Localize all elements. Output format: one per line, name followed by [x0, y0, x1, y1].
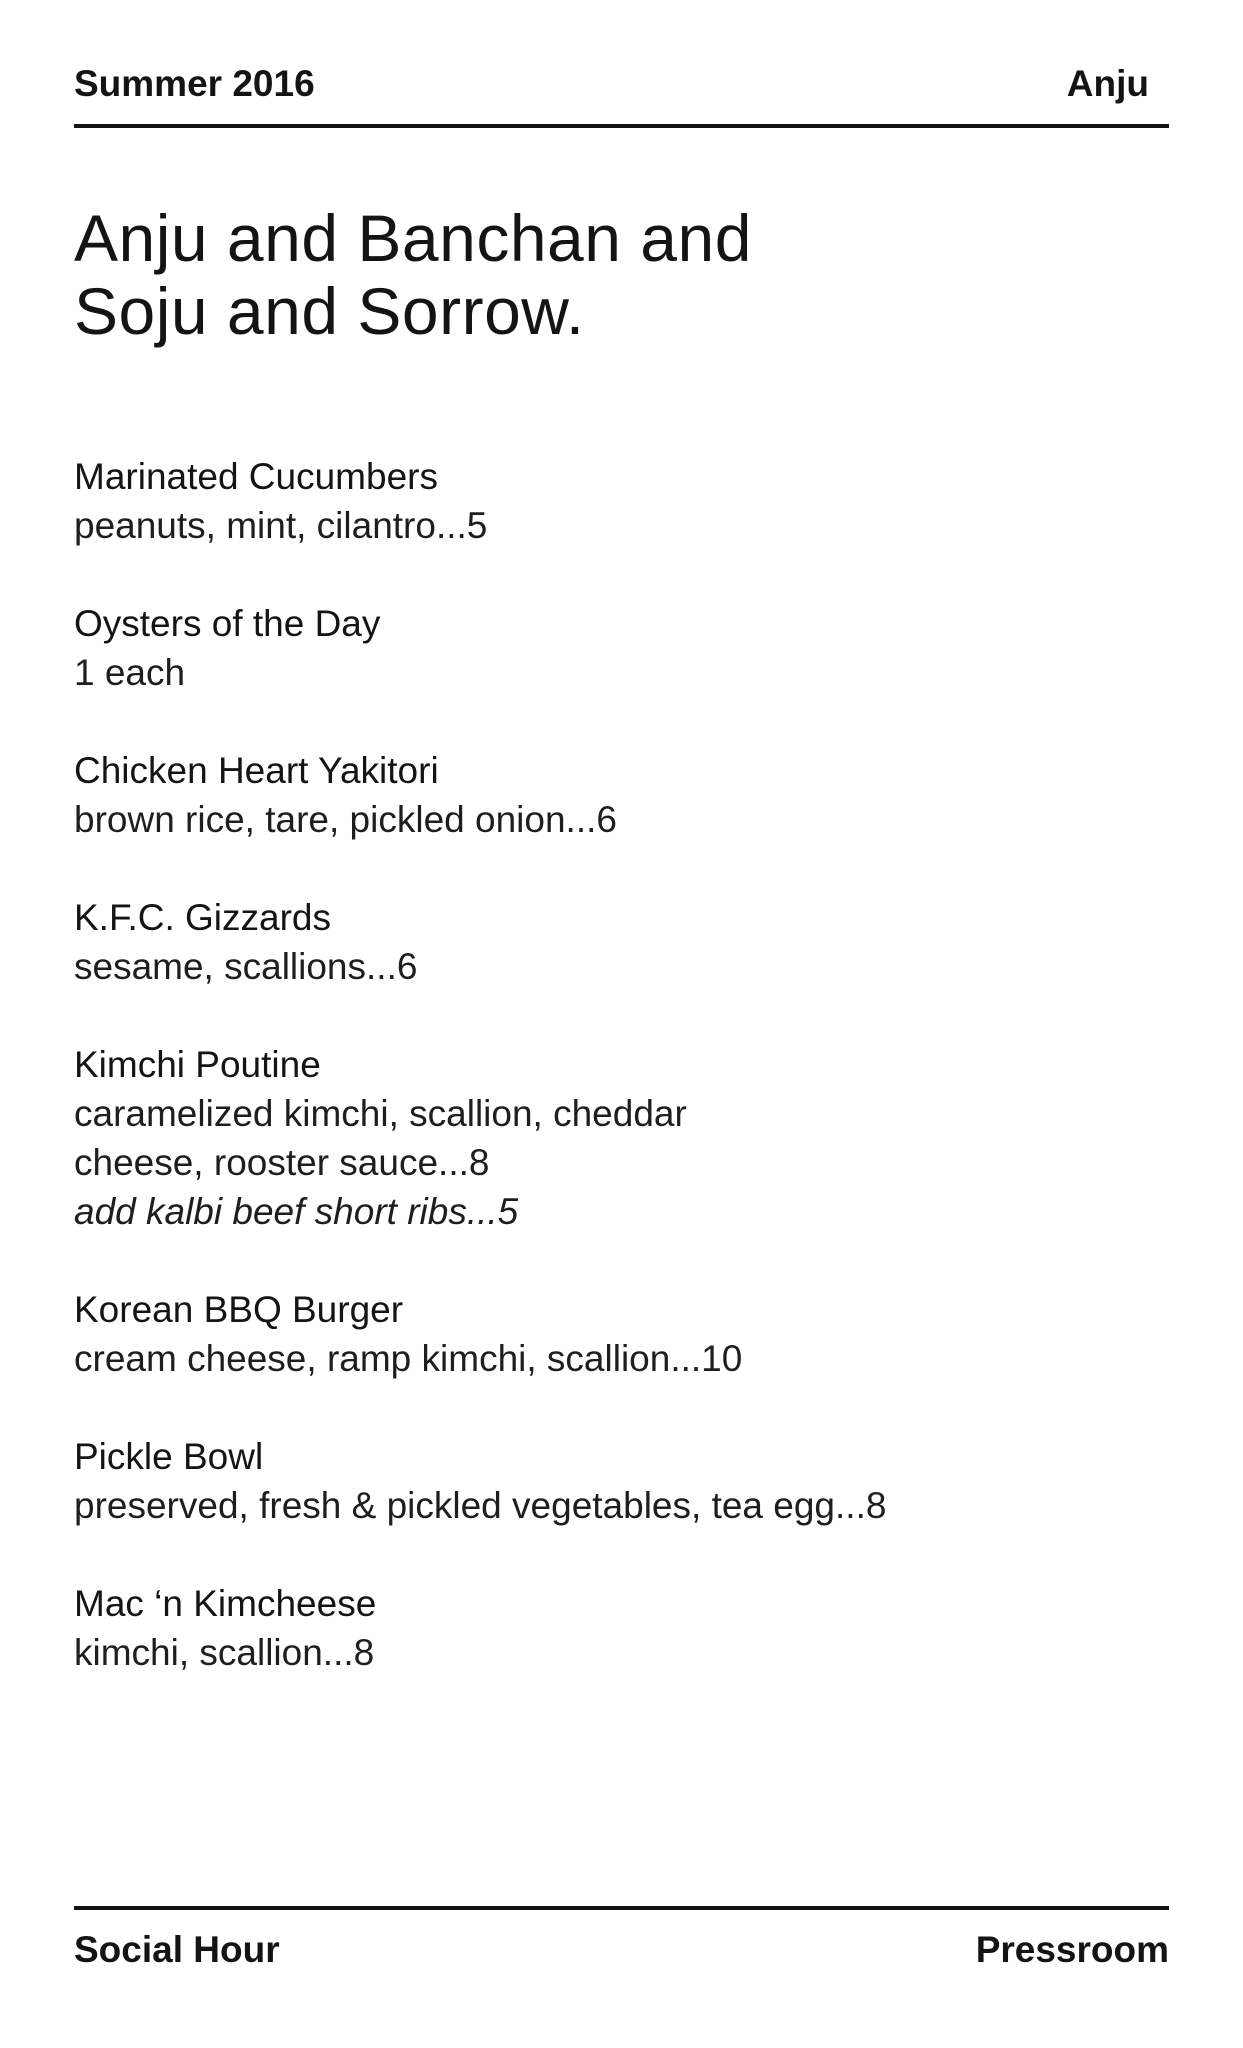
- menu-item-description: brown rice, tare, pickled onion...6: [74, 799, 617, 840]
- section-label: Anju: [1066, 63, 1149, 104]
- menu-item-name: Pickle Bowl: [74, 1436, 264, 1477]
- menu-item-name: Oysters of the Day: [74, 603, 381, 644]
- menu-item: [74, 1040, 1164, 1236]
- menu-item-name: Chicken Heart Yakitori: [74, 750, 439, 791]
- menu-item-description: sesame, scallions...6: [74, 946, 418, 987]
- menu-item: [74, 893, 1164, 991]
- title-line-2: Soju and Sorrow.: [74, 274, 585, 349]
- title-line-1: Anju and Banchan and: [74, 201, 752, 276]
- menu-item-description: cheese, rooster sauce...8: [74, 1142, 490, 1183]
- menu-item: [74, 1432, 1164, 1530]
- menu-item: [74, 599, 1164, 697]
- menu-list: [74, 452, 1164, 1726]
- page-header: [74, 60, 1169, 128]
- menu-item-description: preserved, fresh & pickled vegetables, tea egg...8: [74, 1485, 887, 1526]
- menu-item-name: K.F.C. Gizzards: [74, 897, 331, 938]
- menu-item-name: Kimchi Poutine: [74, 1044, 321, 1085]
- menu-item: [74, 746, 1164, 844]
- footer-event-label: Social Hour: [74, 1929, 280, 1970]
- menu-item: [74, 452, 1164, 550]
- menu-item: [74, 1579, 1164, 1677]
- season-label: Summer 2016: [74, 63, 315, 104]
- menu-item-description: 1 each: [74, 652, 186, 693]
- footer-venue-label: Pressroom: [975, 1929, 1169, 1970]
- menu-item-name: Marinated Cucumbers: [74, 456, 438, 497]
- menu-item-name: Korean BBQ Burger: [74, 1289, 404, 1330]
- menu-item-description: cream cheese, ramp kimchi, scallion...10: [74, 1338, 743, 1379]
- menu-item-name: Mac ‘n Kimcheese: [74, 1583, 377, 1624]
- menu-item-description: peanuts, mint, cilantro...5: [74, 505, 488, 546]
- menu-item-description: caramelized kimchi, scallion, cheddar: [74, 1093, 687, 1134]
- menu-item: [74, 1285, 1164, 1383]
- page-footer: [74, 1906, 1169, 1980]
- page-title: [74, 202, 752, 348]
- menu-item-addon: add kalbi beef short ribs...5: [74, 1191, 519, 1232]
- menu-item-description: kimchi, scallion...8: [74, 1632, 375, 1673]
